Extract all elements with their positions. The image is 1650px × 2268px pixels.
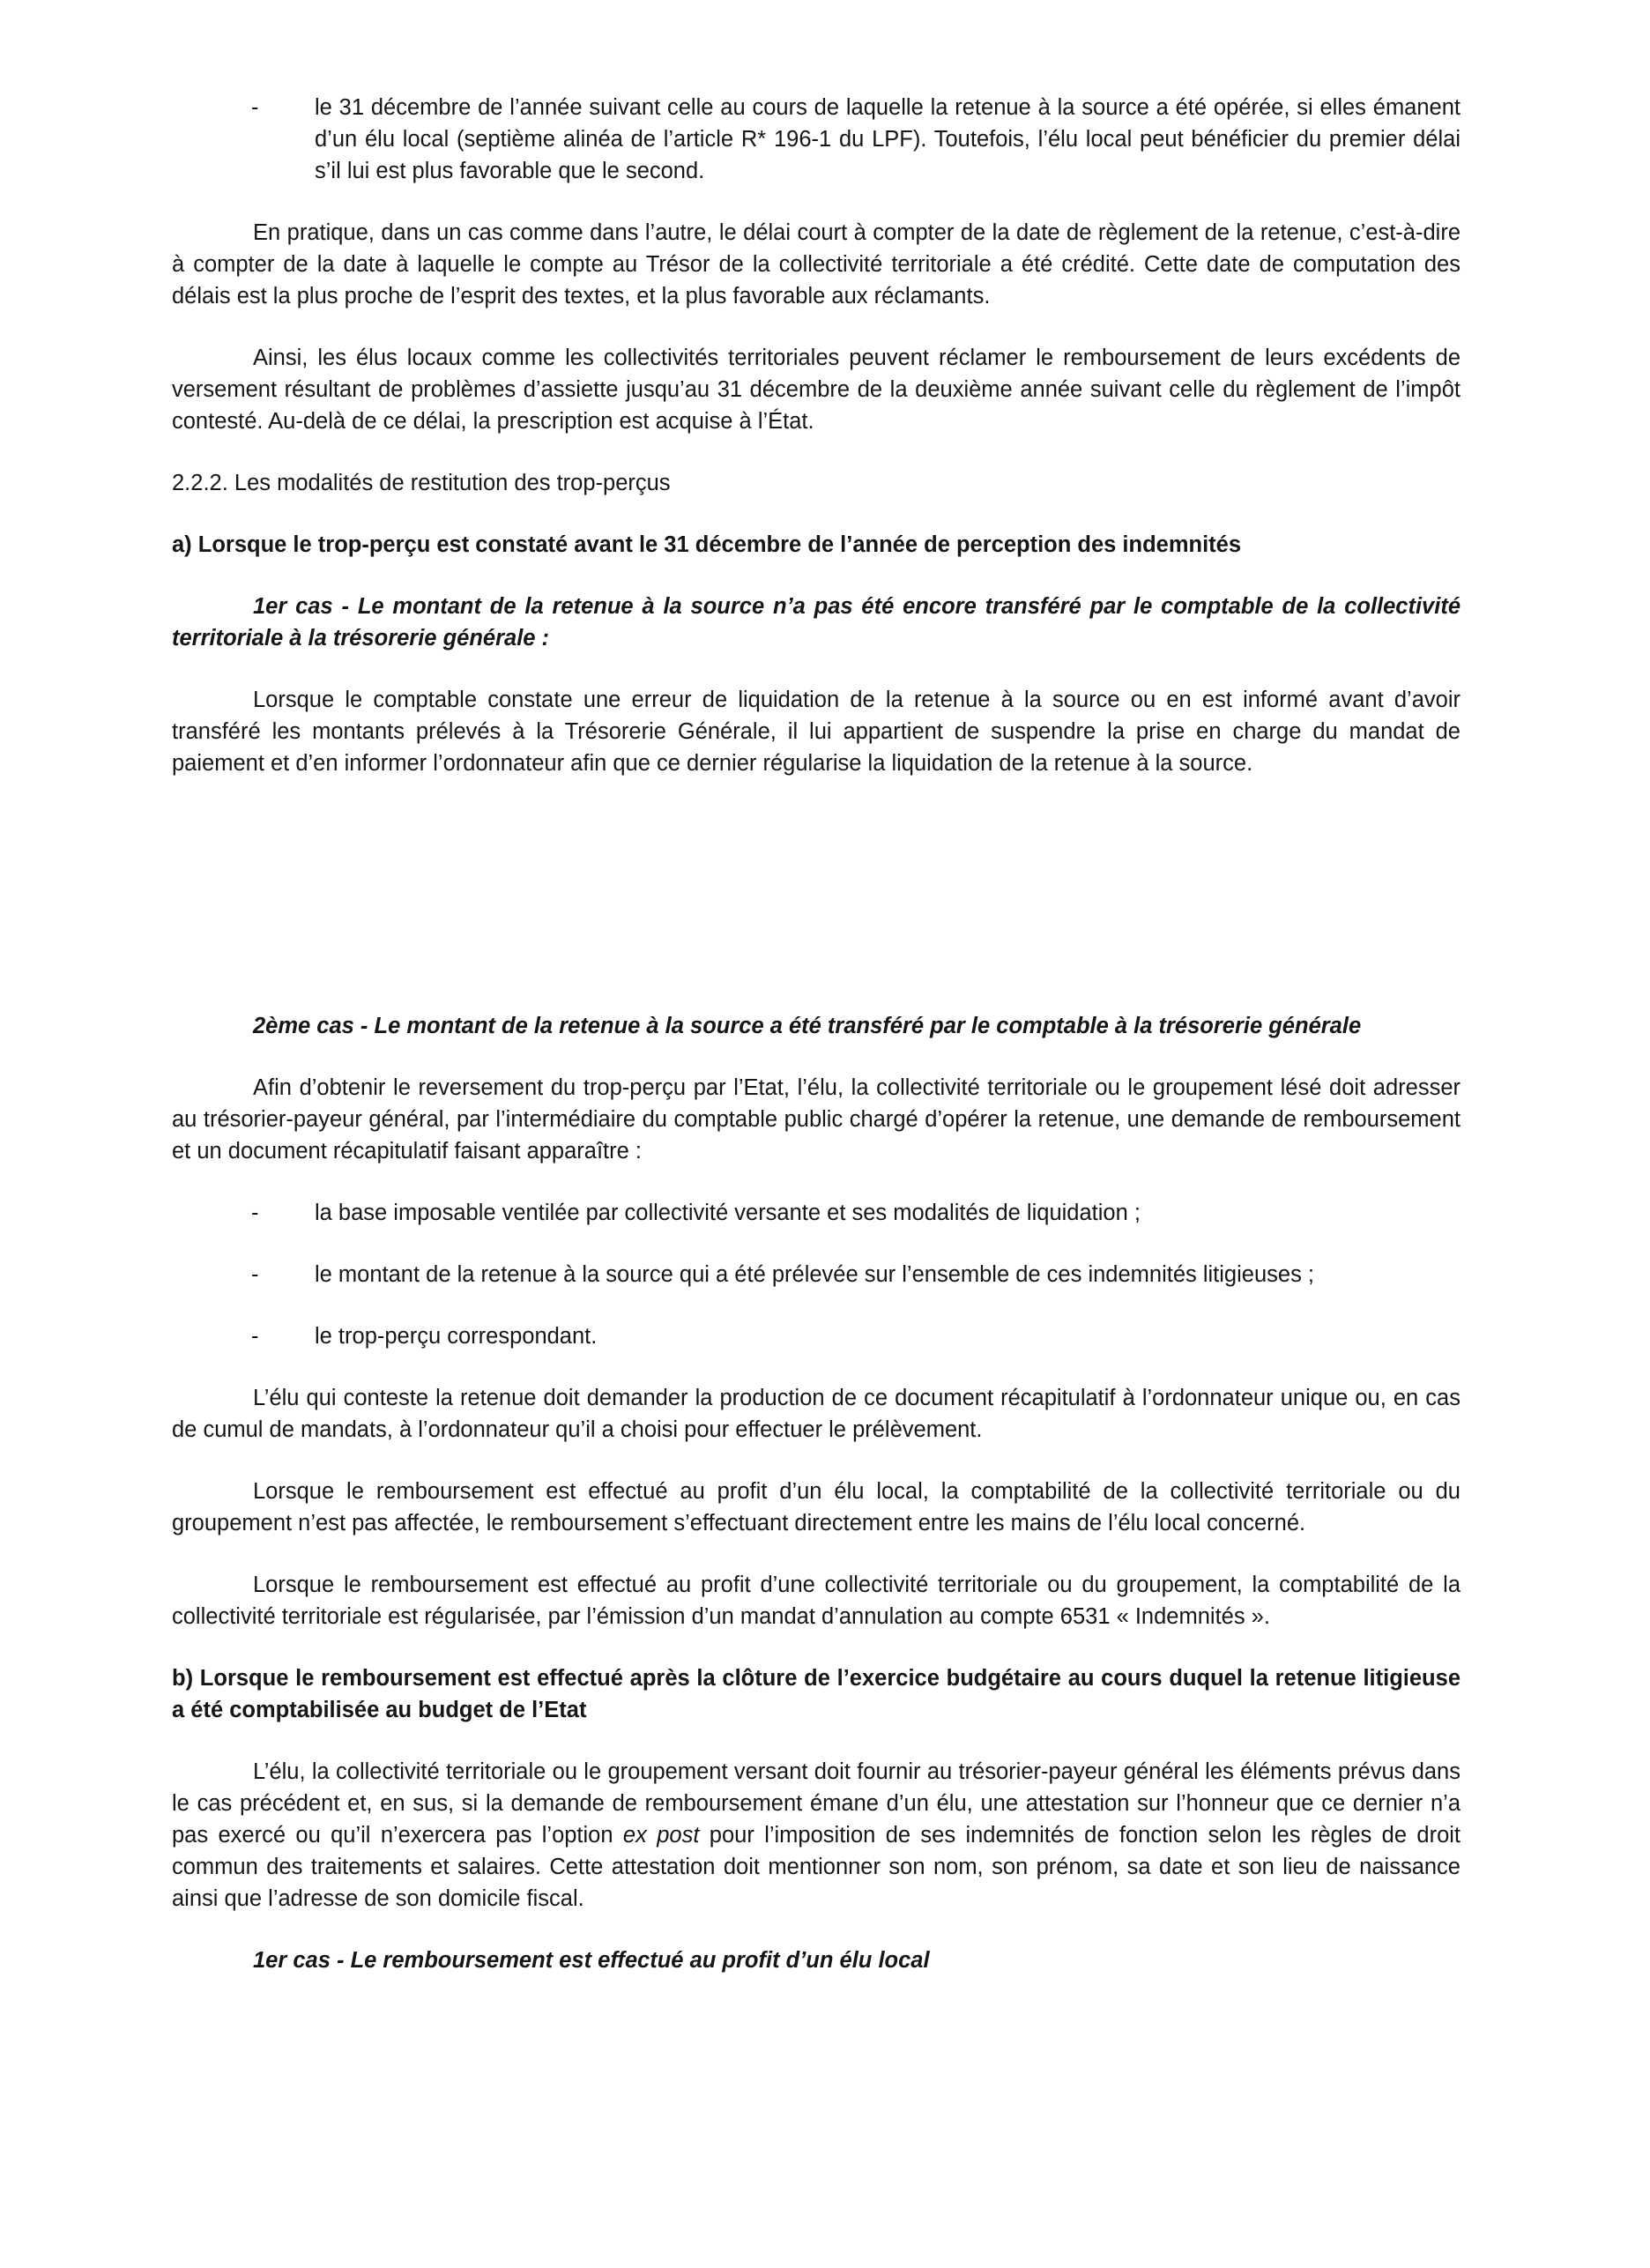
paragraph-b-text-2: pour l’imposition de ses indemnités de fonction selon les règles de droit commun des traitements et salaires. Cette attestation doit mentionner son nom, son prénom, sa date et son lieu de naissance ainsi que l’adresse de son domicile fiscal. [172,1823,1460,1911]
paragraph-elu-conteste: L’élu qui conteste la retenue doit demander la production de ce document récapitulatif à l’ordonnateur unique ou, en cas de cumul de mandats, à l’ordonnateur qu’il a choisi pour effectuer le prélèvement. [172,1386,1460,1442]
heading-a: a) Lorsque le trop-perçu est constaté avant le 31 décembre de l’année de perception des indemnités [172,532,1242,557]
list-item [172,1197,1460,1229]
list-item [172,92,1460,187]
heading-b: b) Lorsque le remboursement est effectué après la clôture de l’exercice budgétaire au cours duquel la retenue litigieuse a été comptabilisée au budget de l’Etat [172,1666,1460,1722]
paragraph-a2: Afin d’obtenir le reversement du trop-perçu par l’Etat, l’élu, la collectivité territoriale ou le groupement lésé doit adresser au trésorier-payeur général, par l’intermédiaire du comptable public chargé d’opérer la retenue, une demande de remboursement et un document récapitulatif faisant apparaître : [172,1075,1460,1164]
list-item [172,1320,1460,1352]
section-heading-2-2-2: 2.2.2. Les modalités de restitution des trop-perçus [172,471,671,495]
case-b1-heading: 1er cas - Le remboursement est effectué au profit d’un élu local [253,1948,930,1973]
list-dash: - [251,1262,259,1287]
paragraph-pratique: En pratique, dans un cas comme dans l’autre, le délai court à compter de la date de règlement de la retenue, c’est-à-dire à compter de la date à laquelle le compte au Trésor de la collectivité territoriale a été crédité. Cette date de computation des délais est la plus proche de l’esprit des textes, et la plus favorable aux réclamants. [172,220,1460,309]
case-a1-heading: 1er cas - Le montant de la retenue à la source n’a pas été encore transféré par le comptable de la collectivité territoriale à la trésorerie générale : [172,594,1460,651]
list-dash: - [251,95,259,120]
paragraph-ainsi: Ainsi, les élus locaux comme les collectivités territoriales peuvent réclamer le remboursement de leurs excédents de versement résultant de problèmes d’assiette jusqu’au 31 décembre de la deuxième année suivant celle du règlement de l’impôt contesté. Au-delà de ce délai, la prescription est acquise à l’État. [172,346,1460,434]
list-dash: - [251,1201,259,1225]
paragraph-profit-elu: Lorsque le remboursement est effectué au profit d’un élu local, la comptabilité de la collectivité territoriale ou du groupement n’est pas affectée, le remboursement s’effectuant directement entre les mains de l’élu local concerné. [172,1479,1460,1536]
list-item-text: la base imposable ventilée par collectivité versante et ses modalités de liquidation ; [315,1201,1141,1225]
paragraph-b-text-1: L’élu, la collectivité territoriale ou le groupement versant doit fournir au trésorier-payeur général les éléments prévus dans le cas précédent et, en sus, si la demande de remboursement émane d’un élu, une attestation sur l’honneur que ce dernier n’a pas exercé ou qu’il n’exercera pas l’option [172,1759,1460,1848]
list-item-text: le 31 décembre de l’année suivant celle au cours de laquelle la retenue à la source a été opérée, si elles émanent d’un élu local (septième alinéa de l’article R* 196-1 du LPF). Toutefois, l’élu local peut bénéficier du premier délai s’il lui est plus favorable que le second. [315,95,1460,183]
paragraph-b-emphasis: ex post [622,1823,700,1848]
list-item [172,1259,1460,1290]
list-item-text: le montant de la retenue à la source qui a été prélevée sur l’ensemble de ces indemnités litigieuses ; [315,1262,1314,1287]
list-item-text: le trop-perçu correspondant. [315,1324,598,1349]
case-a2-heading: 2ème cas - Le montant de la retenue à la source a été transféré par le comptable à la trésorerie générale [253,1014,1362,1038]
list-dash: - [251,1324,259,1349]
paragraph-b [172,1756,1460,1915]
paragraph-a1: Lorsque le comptable constate une erreur de liquidation de la retenue à la source ou en est informé avant d’avoir transféré les montants prélevés à la Trésorerie Générale, il lui appartient de suspendre la prise en charge du mandat de paiement et d’en informer l’ordonnateur afin que ce dernier régularise la liquidation de la retenue à la source. [172,688,1460,776]
paragraph-profit-collectivite: Lorsque le remboursement est effectué au profit d’une collectivité territoriale ou du groupement, la comptabilité de la collectivité territoriale est régularisée, par l’émission d’un mandat d’annulation au compte 6531 « Indemnités ». [172,1573,1460,1629]
